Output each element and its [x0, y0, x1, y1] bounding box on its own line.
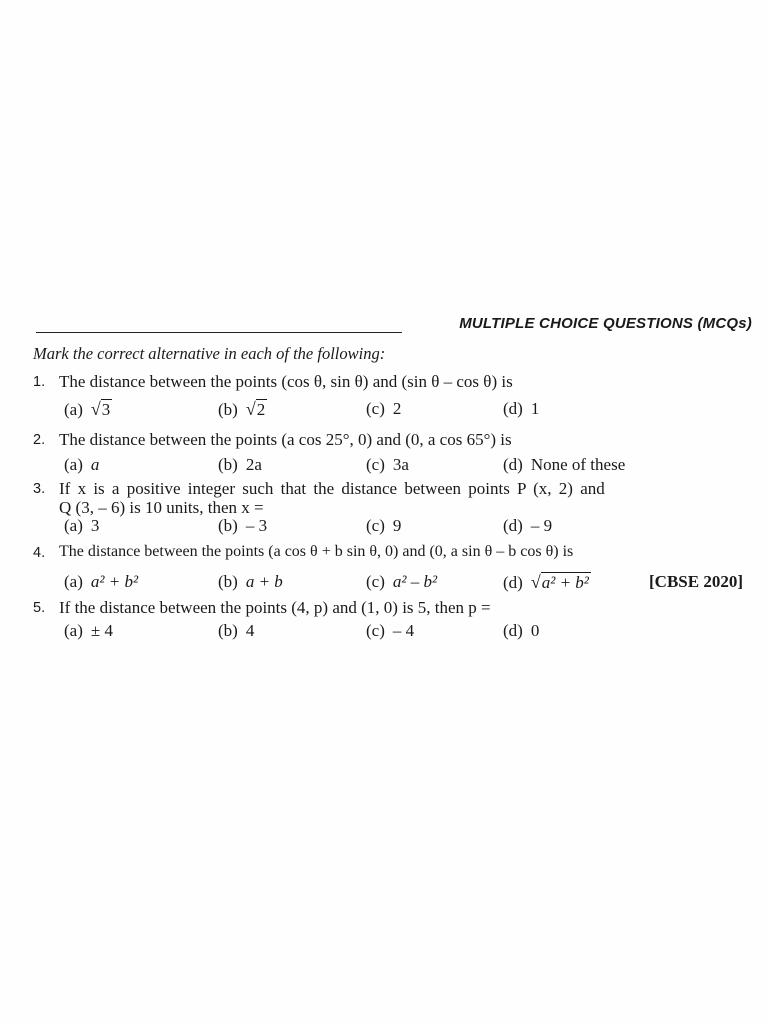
section-header [36, 315, 752, 337]
option-d[interactable]: (d) √a² + b² [503, 572, 589, 592]
option-d[interactable]: (d) 0 [503, 621, 540, 640]
question-text-line-1: If x is a positive integer such that the distance between points P (x, 2) and [59, 479, 605, 498]
option-d[interactable]: (d) 1 [503, 399, 540, 418]
option-c[interactable]: (c) – 4 [366, 621, 415, 640]
option-b[interactable]: (b) 4 [218, 621, 255, 640]
option-b[interactable]: (b) √2 [218, 399, 266, 419]
option-a[interactable]: (a) ± 4 [64, 621, 113, 640]
section-title: MULTIPLE CHOICE QUESTIONS (MCQs) [459, 315, 752, 332]
question-text: The distance between the points (a cos θ + b sin θ, 0) and (0, a sin θ – b cos θ) is [59, 543, 574, 560]
question-number: 3. [33, 481, 46, 497]
option-c[interactable]: (c) a² – b² [366, 572, 438, 591]
option-c[interactable]: (c) 2 [366, 399, 402, 418]
option-b[interactable]: (b) 2a [218, 455, 262, 474]
instruction-text: Mark the correct alternative in each of the following: [33, 344, 386, 363]
sqrt-expression: √2 [245, 399, 266, 419]
sqrt-expression: √3 [90, 399, 111, 419]
question-text-line-2: Q (3, – 6) is 10 units, then x = [59, 498, 264, 517]
question-number: 1. [33, 374, 46, 390]
option-a[interactable]: (a) a [64, 455, 100, 474]
option-d[interactable]: (d) – 9 [503, 516, 553, 535]
question-text: The distance between the points (cos θ, sin θ) and (sin θ – cos θ) is [59, 372, 513, 391]
option-a[interactable]: (a) √3 [64, 399, 111, 419]
option-a[interactable]: (a) 3 [64, 516, 100, 535]
question-text: If the distance between the points (4, p) and (1, 0) is 5, then p = [59, 598, 491, 617]
sqrt-expression: √a² + b² [530, 572, 589, 592]
question-number: 5. [33, 600, 46, 616]
option-a[interactable]: (a) a² + b² [64, 572, 139, 591]
option-c[interactable]: (c) 9 [366, 516, 402, 535]
option-b[interactable]: (b) a + b [218, 572, 283, 591]
header-rule [36, 332, 402, 333]
question-number: 4. [33, 545, 46, 561]
source-tag: [CBSE 2020] [649, 572, 743, 591]
option-b[interactable]: (b) – 3 [218, 516, 268, 535]
option-c[interactable]: (c) 3a [366, 455, 409, 474]
question-text: The distance between the points (a cos 25°, 0) and (0, a cos 65°) is [59, 430, 512, 449]
option-d[interactable]: (d) None of these [503, 455, 626, 474]
question-number: 2. [33, 432, 46, 448]
